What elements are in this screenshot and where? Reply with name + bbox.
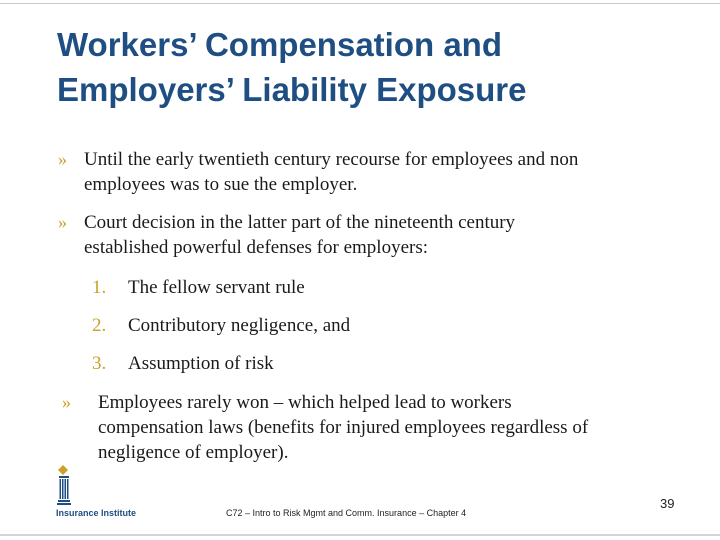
top-rule (0, 3, 720, 4)
conclusion-line-2: compensation laws (benefits for injured employees regardless of (98, 417, 589, 438)
bullet-1-line-1: Until the early twentieth century recourse for employees and non (84, 149, 579, 170)
bullet-2-line-2: established powerful defenses for employers: (84, 237, 429, 258)
conclusion-line-1: Employees rarely won – which helped lead to workers (98, 392, 512, 413)
defense-number: 3. (92, 353, 107, 374)
slide-title (57, 22, 697, 112)
bottom-rule (0, 534, 720, 536)
defense-text: Assumption of risk (128, 353, 274, 374)
bullet-marker-icon: » (58, 149, 67, 169)
bullet-1-line-2: employees was to sue the employer. (84, 174, 358, 195)
title-line-2: Employers’ Liability Exposure (57, 71, 527, 108)
title-line-1: Workers’ Compensation and (57, 26, 502, 63)
logo-text: Insurance Institute (56, 508, 137, 518)
bullet-marker-icon: » (62, 392, 71, 412)
page-number: 39 (660, 496, 675, 511)
defense-number: 1. (92, 277, 107, 298)
conclusion-line-3: negligence of employer). (98, 442, 289, 463)
bullet-marker-icon: » (58, 212, 67, 232)
defense-text: The fellow servant rule (128, 277, 305, 298)
defense-number: 2. (92, 315, 107, 336)
defense-text: Contributory negligence, and (128, 315, 351, 336)
footer-course-text: C72 – Intro to Risk Mgmt and Comm. Insurance – Chapter 4 (226, 508, 467, 518)
bullet-2-line-1: Court decision in the latter part of the nineteenth century (84, 212, 516, 233)
